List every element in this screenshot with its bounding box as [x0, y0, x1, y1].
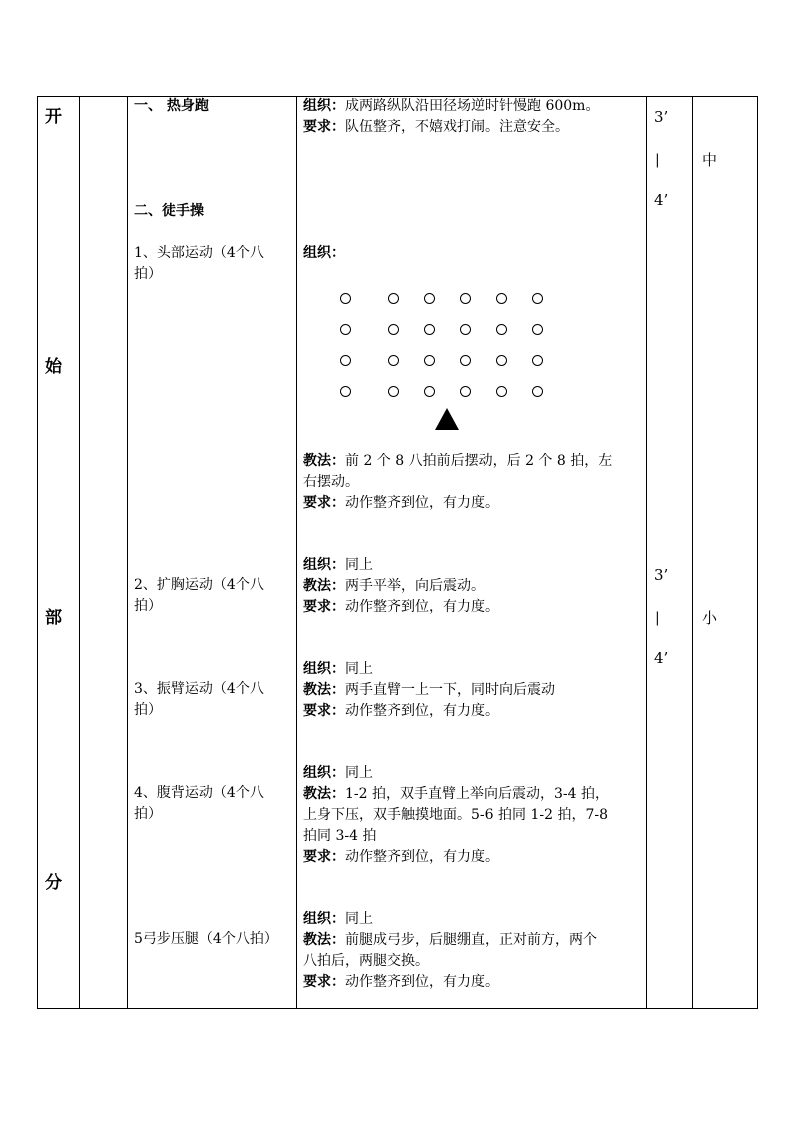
student-circle-icon	[388, 355, 399, 366]
column-divider	[692, 96, 693, 1009]
b4-method-cont: 上身下压，双手触摸地面。5-6 拍同 1-2 拍，7-8	[303, 807, 608, 823]
student-circle-icon	[460, 324, 471, 335]
column-divider	[296, 96, 297, 1009]
b5-org: 组织：同上	[303, 911, 373, 927]
time-separator: |	[655, 152, 660, 168]
student-circle-icon	[532, 355, 543, 366]
exercise-3-line-1: 3、振臂运动（4个八	[134, 681, 264, 697]
b4-org: 组织：同上	[303, 765, 373, 781]
time-value: 3’	[654, 108, 669, 126]
b1-method-cont: 右摆动。	[303, 474, 359, 490]
b2-req: 要求：动作整齐到位，有力度。	[303, 599, 499, 615]
b5-req: 要求：动作整齐到位，有力度。	[303, 974, 499, 990]
student-circle-icon	[460, 355, 471, 366]
student-circle-icon	[424, 355, 435, 366]
exercise-4-line-2: 拍）	[134, 806, 162, 822]
time-separator: |	[655, 610, 660, 626]
student-circle-icon	[424, 386, 435, 397]
exercise-2-line-1: 2、扩胸运动（4个八	[134, 577, 264, 593]
exercise-1-line-2: 拍）	[134, 266, 162, 282]
student-circle-icon	[496, 293, 507, 304]
b4-method-cont: 拍同 3-4 拍	[303, 828, 377, 844]
time-value: 4’	[654, 191, 669, 209]
b1-req: 要求：动作整齐到位，有力度。	[303, 495, 499, 511]
section-char: 分	[45, 873, 62, 893]
b1-method: 教法：前 2 个 8 八拍前后摆动，后 2 个 8 拍，左	[303, 453, 613, 469]
intensity-value: 中	[702, 151, 718, 169]
column-divider	[127, 96, 128, 1009]
b1-org-label: 组织：	[303, 245, 345, 261]
intensity-value: 小	[702, 609, 718, 627]
b3-req: 要求：动作整齐到位，有力度。	[303, 703, 499, 719]
student-circle-icon	[424, 293, 435, 304]
b4-method: 教法：1-2 拍，双手直臂上举向后震动，3-4 拍，	[303, 786, 609, 802]
student-circle-icon	[532, 324, 543, 335]
exercise-5: 5弓步压腿（4个八拍）	[134, 931, 278, 947]
student-circle-icon	[388, 293, 399, 304]
student-circle-icon	[460, 386, 471, 397]
b3-org: 组织：同上	[303, 661, 373, 677]
section-char: 部	[45, 608, 62, 628]
student-circle-icon	[496, 386, 507, 397]
student-circle-icon	[532, 386, 543, 397]
warmup-req: 要求：队伍整齐，不嬉戏打闹。注意安全。	[303, 119, 569, 135]
student-circle-icon	[340, 355, 351, 366]
section-char: 开	[45, 107, 62, 127]
b5-method-cont: 八拍后，两腿交换。	[303, 953, 429, 969]
b2-method: 教法：两手平举，向后震动。	[303, 578, 485, 594]
student-circle-icon	[388, 324, 399, 335]
b3-method: 教法：两手直臂一上一下，同时向后震动	[303, 682, 555, 698]
b2-org: 组织：同上	[303, 557, 373, 573]
column-divider	[79, 96, 80, 1009]
lesson-table	[37, 96, 758, 1009]
student-circle-icon	[424, 324, 435, 335]
triangle-teacher-icon	[435, 408, 459, 430]
student-circle-icon	[532, 293, 543, 304]
b5-method: 教法：前腿成弓步，后腿绷直，正对前方，两个	[303, 932, 597, 948]
student-circle-icon	[340, 386, 351, 397]
gymnastics-title: 二、徒手操	[134, 203, 204, 219]
exercise-4-line-1: 4、腹背运动（4个八	[134, 785, 264, 801]
student-circle-icon	[340, 324, 351, 335]
time-value: 4’	[654, 649, 669, 667]
student-circle-icon	[340, 293, 351, 304]
student-circle-icon	[496, 324, 507, 335]
column-divider	[646, 96, 647, 1009]
exercise-3-line-2: 拍）	[134, 702, 162, 718]
student-circle-icon	[496, 355, 507, 366]
exercise-1-line-1: 1、头部运动（4个八	[134, 245, 264, 261]
student-circle-icon	[388, 386, 399, 397]
b4-req: 要求：动作整齐到位，有力度。	[303, 849, 499, 865]
section-char: 始	[45, 357, 62, 377]
time-value: 3’	[654, 566, 669, 584]
student-circle-icon	[460, 293, 471, 304]
warmup-title: 一、 热身跑	[134, 98, 209, 114]
exercise-2-line-2: 拍）	[134, 598, 162, 614]
warmup-org: 组织：成两路纵队沿田径场逆时针慢跑 600m。	[303, 98, 600, 114]
